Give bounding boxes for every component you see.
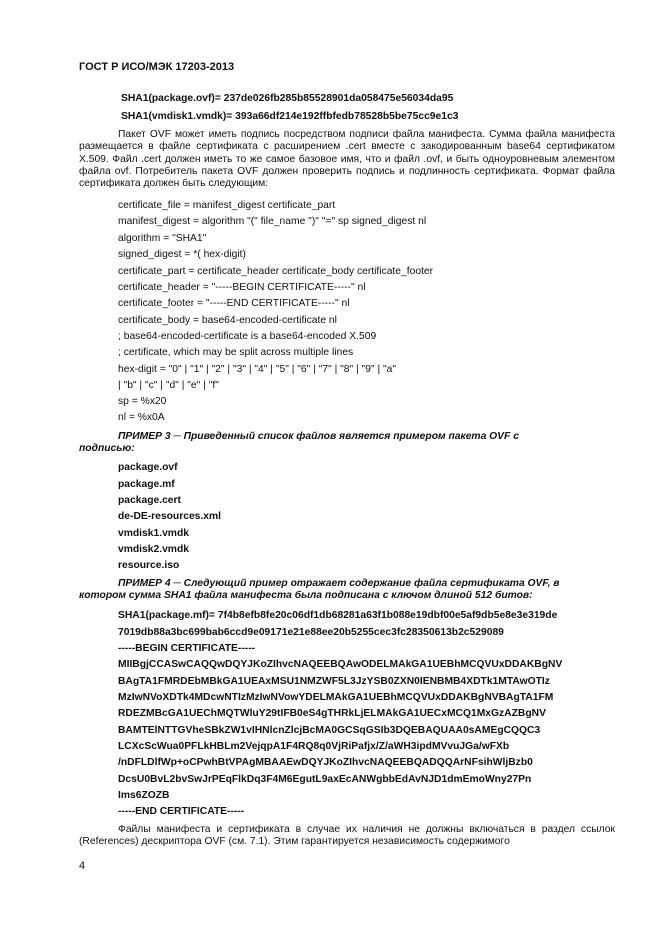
grammar-line: sp = %x20 [118,396,167,407]
file-list-item: package.ovf [118,462,178,473]
certificate-line: Ims6ZOZB [118,790,170,801]
grammar-line: manifest_digest = algorithm "(" file_name ")" "=" sp signed_digest nl [118,216,427,227]
certificate-line: 7019db88a3bc699bab6ccd9e09171e21e88ee20b5255cec3fc28350613b2c529089 [118,627,504,638]
example4-caption: ПРИМЕР 4 ─ Следующий пример отражает содержание файла сертификата OVF, в [118,578,560,589]
file-list-item: vmdisk1.vmdk [118,528,189,539]
example3-caption-cont: подписью: [79,443,135,454]
certificate-line: MzIwNVoXDTk4MDcwNTIzMzIwNVowYDELMAkGA1UEBhMCQVUxDDAKBgNVBAgTA1FM [118,692,554,703]
grammar-line: certificate_body = base64-encoded-certificate nl [118,315,337,326]
certificate-line: LCXcScWua0PFLkHBLm2VejqpA1F4RQ8q0VjRiPafjx/Z/aWH3ipdMVvuJGa/wFXb [118,741,510,752]
certificate-line: /nDFLDlfWp+oCPwhBtVPAgMBAAEwDQYJKoZIhvcNAQEEBQADQQArNFsihWljBzb0 [118,757,533,768]
hash-line: SHA1(package.ovf)= 237de026fb285b85528901da058475e56034da95 [121,93,454,104]
file-list-item: resource.iso [118,560,180,571]
certificate-line: RDEZMBcGA1UEChMQTWluY29tIFB0eS4gTHRkLjELMAkGA1UECxMCQ1MxGzAZBgNV [118,708,546,719]
certificate-line: -----END CERTIFICATE----- [118,806,245,817]
paragraph-ovf-signature: Пакет OVF может иметь подпись посредством подписи файла манифеста. Сумма файла манифеста размещается в файле сертификата с расширением .cert вместе с закодированным base64 сертификатом X.509. Файл .cert должен иметь то же самое базовое имя, что и файл .ovf, и быть одноуровневым элементом файла ovf. Потребитель пакета OVF должен проверить подпись и подлинность сертификата. Формат файла сертификата должен быть следующим: [79,129,615,190]
certificate-line: BAgTA1FMRDEbMBkGA1UEAxMSU1NMZWF5L3JzYSB0ZXN0IENBMB4XDTk1MTAwOTIz [118,676,550,687]
grammar-line: nl = %x0A [118,412,165,423]
grammar-line: signed_digest = *( hex-digit) [118,249,246,260]
example3-caption: ПРИМЕР 3 ─ Приведенный список файлов является примером пакета OVF с [118,431,519,442]
grammar-line: certificate_part = certificate_header certificate_body certificate_footer [118,266,434,277]
document-header: ГОСТ Р ИСО/МЭК 17203-2013 [79,61,235,73]
example4-caption-cont: котором сумма SHA1 файла манифеста была подписана с ключом длиной 512 битов: [79,590,533,601]
file-list-item: de-DE-resources.xml [118,511,222,522]
certificate-line: MIIBgjCCASwCAQQwDQYJKoZIhvcNAQEEBQAwODELMAkGA1UEBhMCQVUxDDAKBgNV [118,659,563,670]
certificate-line: BAMTElNTTGVheSBkZW1vIHNlcnZlcjBcMA0GCSqGSIb3DQEBAQUAA0sAMEgCQQC3 [118,725,541,736]
certificate-line: SHA1(package.mf)= 7f4b8efb8fe20c06df1db68281a63f1b088e19dbf00e5af9db5e8e3e319de [118,610,558,621]
hash-line: SHA1(vmdisk1.vmdk)= 393a66df214e192ffbfedb78528b5be75cc9e1c3 [121,111,459,122]
grammar-line: certificate_file = manifest_digest certificate_part [118,200,336,211]
grammar-line: | "b" | "c" | "d" | "e" | "f" [118,380,219,391]
page-number: 4 [79,860,86,872]
grammar-line: certificate_footer = "-----END CERTIFICATE-----" nl [118,298,350,309]
grammar-line: certificate_header = "-----BEGIN CERTIFICATE-----" nl [118,282,366,293]
grammar-line: ; certificate, which may be split across multiple lines [118,347,354,358]
grammar-line: ; base64-encoded-certificate is a base64-encoded X.509 [118,331,377,342]
file-list-item: vmdisk2.vmdk [118,544,189,555]
file-list-item: package.mf [118,479,175,490]
certificate-line: -----BEGIN CERTIFICATE----- [118,643,256,654]
file-list-item: package.cert [118,495,181,506]
certificate-line: DcsU0BvL2bvSwJrPEqFlkDq3F4M6EgutL9axEcANWgbbEdAvNJD1dmEmoWny27Pn [118,774,532,785]
grammar-line: algorithm = "SHA1" [118,233,207,244]
grammar-line: hex-digit = "0" | "1" | "2" | "3" | "4" | "5" | "6" | "7" | "8" | "9" | "a" [118,364,397,375]
paragraph-manifest-files: Файлы манифеста и сертификата в случае их наличия не должны включаться в раздел ссылок (References) дескриптора OVF (см. 7.1). Этим гарантируется независимость содержимого [79,824,615,848]
